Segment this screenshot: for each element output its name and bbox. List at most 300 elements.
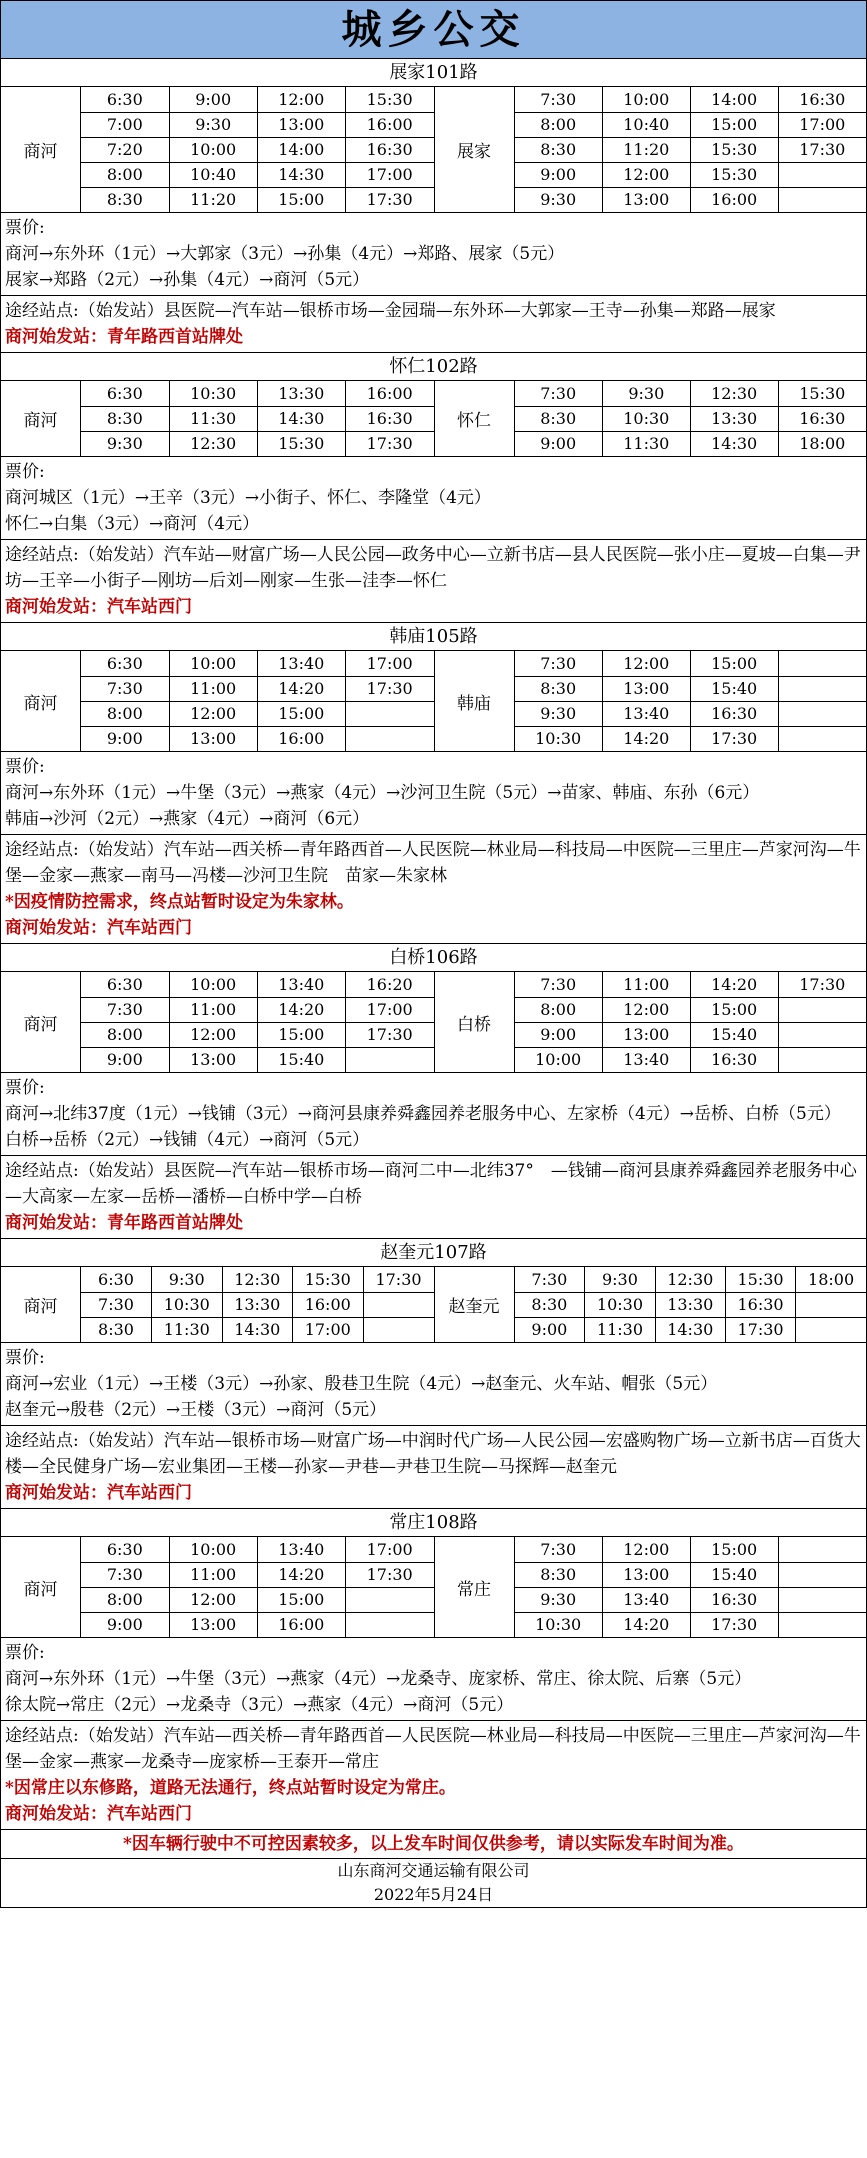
- time-cell: [778, 187, 866, 212]
- fare-line: 商河→东外环（1元）→大郭家（3元）→孙集（4元）→郑路、展家（5元）: [5, 244, 565, 264]
- route-title: 怀仁102路: [1, 353, 866, 381]
- time-cell: 12:00: [602, 997, 690, 1022]
- time-cell: 11:30: [152, 1317, 223, 1342]
- fare-block: [1, 213, 866, 296]
- time-cell: 15:00: [257, 701, 345, 726]
- time-cell: 10:00: [169, 972, 257, 997]
- time-cell: 13:40: [602, 701, 690, 726]
- fare-line: 商河城区（1元）→王辛（3元）→小街子、怀仁、李隆堂（4元）: [5, 488, 491, 508]
- notice-line: 商河始发站：汽车站西门: [5, 597, 192, 617]
- time-cell: 9:30: [515, 187, 603, 212]
- stops-line: 途经站点:（始发站）汽车站—财富广场—人民公园—政务中心—立新书店—县人民医院—张小庄—夏坡—白集—尹坊—王辛—小街子—刚坊—后刘—刚家—生张—洼李—怀仁: [5, 545, 861, 591]
- time-cell: 9:00: [515, 1317, 585, 1342]
- time-grid: [515, 1267, 867, 1342]
- departure-station: 商河: [1, 381, 81, 456]
- time-cell: 17:30: [366, 190, 413, 210]
- time-cell: 7:30: [81, 1292, 152, 1317]
- time-cell: 12:00: [169, 1587, 257, 1612]
- time-cell: 9:30: [169, 112, 257, 137]
- time-cell: 8:30: [515, 137, 603, 162]
- notice-line: 商河始发站：青年路西首站牌处: [5, 1213, 243, 1233]
- fare-block: [1, 1343, 866, 1426]
- time-cell: 13:40: [602, 1587, 690, 1612]
- time-cell: [778, 676, 866, 701]
- time-cell: 10:30: [585, 1292, 655, 1317]
- schedule-side: [1, 1267, 434, 1342]
- time-cell: 13:00: [602, 187, 690, 212]
- departure-station: 商河: [1, 651, 81, 751]
- time-cell: 16:30: [690, 1587, 778, 1612]
- time-cell: 7:30: [81, 997, 169, 1022]
- fare-line: 票价:: [5, 1078, 45, 1098]
- time-row: [81, 972, 434, 997]
- time-cell: 10:40: [602, 112, 690, 137]
- time-cell: 9:30: [81, 431, 169, 456]
- time-cell: [778, 162, 866, 187]
- time-cell: 16:00: [345, 112, 433, 137]
- stops-line: 途经站点:（始发站）汽车站—西关桥—青年路西首—人民医院—林业局—科技局—中医院—三里庄—芦家河沟—牛堡—金家—燕家—南马—冯楼—沙河卫生院 苗家—朱家林: [5, 840, 861, 886]
- time-cell: 14:30: [655, 1317, 725, 1342]
- time-cell: 8:30: [515, 676, 603, 701]
- time-cell: 15:30: [778, 381, 866, 406]
- fare-block: [1, 1638, 866, 1721]
- route-title: 赵奎元107路: [1, 1239, 866, 1267]
- route-title: 韩庙105路: [1, 623, 866, 651]
- time-row: [81, 651, 434, 676]
- time-cell: 8:00: [515, 112, 603, 137]
- departure-station: 怀仁: [435, 381, 515, 456]
- time-cell: [778, 1562, 866, 1587]
- schedule-table: [1, 1267, 866, 1343]
- time-cell: 15:40: [690, 676, 778, 701]
- time-cell: 15:30: [725, 1267, 795, 1292]
- schedule-table: [1, 972, 866, 1073]
- time-cell: 13:30: [257, 381, 345, 406]
- fare-line: 商河→东外环（1元）→牛堡（3元）→燕家（4元）→沙河卫生院（5元）→苗家、韩庙、东孙（6元）: [5, 783, 760, 803]
- departure-station: 白桥: [435, 972, 515, 1072]
- time-cell: [345, 726, 433, 751]
- time-cell: 16:30: [778, 406, 866, 431]
- schedule-table: [1, 381, 866, 457]
- fare-line: 怀仁→白集（3元）→商河（4元）: [5, 514, 260, 534]
- time-cell: 14:30: [222, 1317, 293, 1342]
- time-row: [81, 1562, 434, 1587]
- time-cell: 9:00: [81, 1047, 169, 1072]
- time-cell: 13:00: [602, 1022, 690, 1047]
- time-cell: 10:00: [602, 87, 690, 112]
- time-grid: [515, 381, 867, 456]
- time-row: [81, 726, 434, 751]
- time-row: [81, 1267, 434, 1292]
- time-grid: [81, 651, 434, 751]
- time-grid: [81, 381, 434, 456]
- time-cell: 16:30: [345, 137, 433, 162]
- time-cell: 12:30: [655, 1267, 725, 1292]
- time-cell: 13:40: [257, 651, 345, 676]
- time-cell: 10:00: [169, 137, 257, 162]
- time-cell: 7:30: [515, 1537, 603, 1562]
- time-row: [81, 701, 434, 726]
- time-row: [515, 1587, 867, 1612]
- time-row: [81, 87, 434, 112]
- time-cell: 16:30: [345, 406, 433, 431]
- time-cell: [796, 1292, 866, 1317]
- route-section: [1, 944, 866, 1239]
- time-cell: 17:30: [690, 1612, 778, 1637]
- schedule-side: [434, 1267, 867, 1342]
- time-cell: 14:30: [257, 406, 345, 431]
- time-cell: 6:30: [81, 87, 169, 112]
- fare-line: 票价:: [5, 218, 45, 238]
- time-row: [81, 381, 434, 406]
- time-cell: 17:30: [345, 1022, 433, 1047]
- time-cell: 6:30: [81, 972, 169, 997]
- time-row: [515, 1612, 867, 1637]
- time-cell: 14:30: [257, 162, 345, 187]
- time-cell: 8:30: [81, 187, 169, 212]
- time-cell: [778, 1022, 866, 1047]
- time-cell: 14:20: [602, 1612, 690, 1637]
- time-row: [515, 162, 867, 187]
- time-row: [515, 381, 867, 406]
- time-cell: 13:40: [257, 1537, 345, 1562]
- time-cell: 12:30: [222, 1267, 293, 1292]
- time-cell: 9:30: [152, 1267, 223, 1292]
- time-cell: 9:00: [81, 1612, 169, 1637]
- time-cell: 14:30: [690, 431, 778, 456]
- time-row: [515, 112, 867, 137]
- time-cell: 13:40: [602, 1047, 690, 1072]
- departure-station: 展家: [435, 87, 515, 212]
- schedule-side: [434, 87, 867, 212]
- time-cell: [778, 1047, 866, 1072]
- time-cell: [778, 1612, 866, 1637]
- fare-line: 展家→郑路（2元）→孙集（4元）→商河（5元）: [5, 270, 370, 290]
- time-cell: 16:30: [690, 1047, 778, 1072]
- time-cell: 8:30: [515, 406, 603, 431]
- time-cell: 13:00: [602, 1562, 690, 1587]
- schedule-side: [434, 651, 867, 751]
- time-cell: 7:20: [81, 137, 169, 162]
- time-cell: 10:30: [169, 381, 257, 406]
- schedule-side: [1, 651, 434, 751]
- time-row: [81, 406, 434, 431]
- fare-line: 票价:: [5, 757, 45, 777]
- schedule-table: [1, 1537, 866, 1638]
- time-cell: 10:40: [169, 162, 257, 187]
- time-cell: 13:30: [222, 1292, 293, 1317]
- time-cell: 15:30: [293, 1267, 364, 1292]
- time-row: [515, 651, 867, 676]
- time-cell: 18:00: [799, 434, 846, 454]
- fare-block: [1, 752, 866, 835]
- fare-block: [1, 457, 866, 540]
- issue-date: 2022年5月24日: [373, 1885, 494, 1904]
- time-row: [81, 1047, 434, 1072]
- time-grid: [515, 972, 867, 1072]
- time-cell: [778, 1587, 866, 1612]
- time-cell: 15:00: [690, 1537, 778, 1562]
- time-row: [515, 1022, 867, 1047]
- time-cell: 10:00: [169, 1537, 257, 1562]
- time-cell: 17:00: [778, 112, 866, 137]
- stops-line: 途经站点:（始发站）县医院—汽车站—银桥市场—金园瑞—东外环—大郭家—王寺—孙集—郑路—展家: [5, 301, 776, 321]
- time-cell: 7:30: [515, 87, 603, 112]
- time-cell: 6:30: [81, 1267, 152, 1292]
- time-cell: [345, 1612, 433, 1637]
- time-cell: 17:00: [345, 651, 433, 676]
- time-cell: 8:30: [81, 1317, 152, 1342]
- time-row: [81, 112, 434, 137]
- time-cell: 15:30: [257, 431, 345, 456]
- time-cell: 11:30: [169, 406, 257, 431]
- time-cell: 16:00: [257, 1612, 345, 1637]
- schedule-side: [1, 1537, 434, 1637]
- schedule-side: [434, 381, 867, 456]
- time-cell: 7:30: [515, 972, 603, 997]
- time-cell: 9:30: [585, 1267, 655, 1292]
- time-cell: 7:30: [81, 1562, 169, 1587]
- schedule-side: [434, 972, 867, 1072]
- time-cell: 8:00: [81, 162, 169, 187]
- fare-block: [1, 1073, 866, 1156]
- time-grid: [515, 1537, 867, 1637]
- time-row: [515, 1317, 867, 1342]
- schedule-table: [1, 651, 866, 752]
- time-cell: 15:00: [690, 112, 778, 137]
- stops-line: 途经站点:（始发站）汽车站—银桥市场—财富广场—中润时代广场—人民公园—宏盛购物广场—立新书店—百货大楼—全民健身广场—宏业集团—王楼—孙家—尹巷—尹巷卫生院—马探辉—赵奎元: [5, 1431, 861, 1477]
- time-cell: 12:00: [602, 1537, 690, 1562]
- time-cell: 7:30: [515, 651, 603, 676]
- time-cell: 10:30: [602, 406, 690, 431]
- time-cell: 15:30: [690, 162, 778, 187]
- page-title: 城乡公交: [1, 1, 866, 59]
- time-cell: 13:00: [169, 1612, 257, 1637]
- route-section: [1, 1239, 866, 1509]
- time-row: [515, 406, 867, 431]
- fare-line: 商河→宏业（1元）→王楼（3元）→孙家、殷巷卫生院（4元）→赵奎元、火车站、帽张（5元）: [5, 1374, 718, 1394]
- fare-line: 赵奎元→殷巷（2元）→王楼（3元）→商河（5元）: [5, 1400, 387, 1420]
- notice-line: 商河始发站：汽车站西门: [5, 1483, 192, 1503]
- company-name: 山东商河交通运输有限公司: [337, 1861, 530, 1880]
- time-cell: 16:00: [690, 187, 778, 212]
- time-cell: 14:00: [257, 137, 345, 162]
- time-cell: 12:00: [602, 162, 690, 187]
- time-cell: 13:00: [602, 676, 690, 701]
- time-row: [81, 1587, 434, 1612]
- time-row: [515, 137, 867, 162]
- time-grid: [81, 972, 434, 1072]
- time-cell: 17:00: [345, 1537, 433, 1562]
- time-cell: 17:30: [366, 434, 413, 454]
- time-cell: 6:30: [81, 651, 169, 676]
- time-cell: 8:00: [515, 997, 603, 1022]
- time-cell: 15:00: [690, 651, 778, 676]
- time-cell: 13:00: [257, 112, 345, 137]
- time-cell: 12:30: [690, 381, 778, 406]
- time-cell: 16:00: [257, 726, 345, 751]
- time-cell: 15:30: [690, 137, 778, 162]
- notice-line: *因常庄以东修路，道路无法通行，终点站暂时设定为常庄。: [5, 1778, 456, 1798]
- time-cell: 9:00: [81, 726, 169, 751]
- time-cell: 17:30: [778, 137, 866, 162]
- time-row: [515, 1562, 867, 1587]
- time-row: [81, 1292, 434, 1317]
- fare-line: 票价:: [5, 462, 45, 482]
- time-cell: 14:20: [257, 1562, 345, 1587]
- time-row: [81, 1612, 434, 1637]
- time-cell: 10:30: [515, 726, 603, 751]
- time-row: [81, 1317, 434, 1342]
- time-cell: 17:00: [293, 1317, 364, 1342]
- time-row: [515, 726, 867, 751]
- time-cell: 8:30: [515, 1292, 585, 1317]
- time-cell: 13:30: [690, 406, 778, 431]
- time-row: [81, 431, 434, 456]
- time-cell: 17:30: [345, 676, 433, 701]
- time-cell: 15:00: [690, 997, 778, 1022]
- time-row: [515, 701, 867, 726]
- departure-station: 韩庙: [435, 651, 515, 751]
- time-cell: 11:00: [602, 972, 690, 997]
- notice-line: 商河始发站：汽车站西门: [5, 1804, 192, 1824]
- time-cell: [363, 1317, 434, 1342]
- time-cell: 15:30: [345, 87, 433, 112]
- time-cell: 11:20: [602, 137, 690, 162]
- route-title: 白桥106路: [1, 944, 866, 972]
- time-grid: [81, 1537, 434, 1637]
- time-cell: 14:20: [257, 997, 345, 1022]
- time-row: [81, 676, 434, 701]
- time-cell: 8:30: [81, 406, 169, 431]
- notice-line: 商河始发站：汽车站西门: [5, 918, 192, 938]
- time-cell: 13:00: [169, 726, 257, 751]
- schedule-table: [1, 87, 866, 213]
- time-cell: 12:30: [169, 431, 257, 456]
- time-cell: [345, 701, 433, 726]
- time-cell: 17:30: [363, 1267, 434, 1292]
- time-row: [515, 87, 867, 112]
- schedule-side: [1, 972, 434, 1072]
- departure-station: 商河: [1, 1537, 81, 1637]
- time-cell: 12:00: [257, 87, 345, 112]
- time-cell: [345, 1047, 433, 1072]
- stops-block: [1, 1156, 866, 1239]
- route-section: [1, 1509, 866, 1830]
- time-cell: 12:00: [169, 1022, 257, 1047]
- footer-note: *因车辆行驶中不可控因素较多，以上发车时间仅供参考，请以实际发车时间为准。: [1, 1830, 866, 1859]
- time-row: [515, 1292, 867, 1317]
- fare-line: 商河→东外环（1元）→牛堡（3元）→燕家（4元）→龙桑寺、庞家桥、常庄、徐太院、后寨（5元）: [5, 1669, 752, 1689]
- time-cell: 9:00: [515, 162, 603, 187]
- time-cell: [778, 651, 866, 676]
- time-cell: 14:20: [602, 726, 690, 751]
- time-row: [515, 1537, 867, 1562]
- stops-block: [1, 1426, 866, 1509]
- time-cell: 15:40: [690, 1022, 778, 1047]
- time-grid: [515, 651, 867, 751]
- time-row: [81, 1537, 434, 1562]
- schedule-side: [434, 1537, 867, 1637]
- time-cell: 16:20: [345, 972, 433, 997]
- time-cell: 14:00: [690, 87, 778, 112]
- fare-line: 韩庙→沙河（2元）→燕家（4元）→商河（6元）: [5, 809, 370, 829]
- time-row: [515, 972, 867, 997]
- time-cell: 10:30: [152, 1292, 223, 1317]
- time-row: [81, 137, 434, 162]
- departure-station: 商河: [1, 87, 81, 212]
- fare-line: 白桥→岳桥（2元）→钱铺（4元）→商河（5元）: [5, 1130, 370, 1150]
- time-cell: [345, 1587, 433, 1612]
- time-cell: 17:00: [345, 997, 433, 1022]
- routes-container: [1, 59, 866, 1830]
- departure-station: 商河: [1, 1267, 81, 1342]
- time-row: [81, 1022, 434, 1047]
- route-section: [1, 353, 866, 623]
- time-cell: 11:00: [169, 676, 257, 701]
- stops-block: [1, 1721, 866, 1830]
- route-title: 展家101路: [1, 59, 866, 87]
- time-cell: 10:00: [169, 651, 257, 676]
- time-cell: 10:00: [515, 1047, 603, 1072]
- time-cell: 17:00: [345, 162, 433, 187]
- time-cell: 11:00: [169, 1562, 257, 1587]
- time-cell: [778, 997, 866, 1022]
- time-cell: 7:30: [515, 381, 603, 406]
- time-cell: 11:30: [602, 431, 690, 456]
- time-cell: [778, 701, 866, 726]
- time-cell: 15:40: [257, 1047, 345, 1072]
- time-cell: 11:20: [169, 187, 257, 212]
- fare-line: 票价:: [5, 1348, 45, 1368]
- time-cell: [796, 1317, 866, 1342]
- time-cell: 7:30: [515, 1267, 585, 1292]
- time-cell: 8:00: [81, 701, 169, 726]
- time-row: [81, 187, 434, 212]
- time-cell: [778, 726, 866, 751]
- time-cell: 6:30: [81, 381, 169, 406]
- time-cell: 14:20: [690, 972, 778, 997]
- departure-station: 赵奎元: [435, 1267, 515, 1342]
- stops-block: [1, 296, 866, 353]
- time-cell: 9:30: [515, 701, 603, 726]
- time-cell: 11:00: [169, 997, 257, 1022]
- fare-line: 票价:: [5, 1643, 45, 1663]
- time-grid: [81, 87, 434, 212]
- time-cell: [363, 1292, 434, 1317]
- time-cell: 18:00: [796, 1267, 866, 1292]
- notice-line: *因疫情防控需求，终点站暂时设定为朱家林。: [5, 892, 354, 912]
- time-cell: 13:00: [169, 1047, 257, 1072]
- time-cell: 16:30: [725, 1292, 795, 1317]
- time-row: [515, 676, 867, 701]
- time-cell: 6:30: [81, 1537, 169, 1562]
- time-row: [515, 187, 867, 212]
- time-row: [81, 997, 434, 1022]
- time-row: [515, 431, 867, 456]
- time-cell: 9:00: [515, 431, 603, 456]
- time-cell: 8:30: [515, 1562, 603, 1587]
- time-cell: 10:30: [515, 1612, 603, 1637]
- time-cell: 16:00: [345, 381, 433, 406]
- schedule-side: [1, 87, 434, 212]
- time-cell: 7:00: [81, 112, 169, 137]
- stops-block: [1, 540, 866, 623]
- route-title: 常庄108路: [1, 1509, 866, 1537]
- fare-line: 商河→北纬37度（1元）→钱铺（3元）→商河县康养舜鑫园养老服务中心、左家桥（4元）→岳桥、白桥（5元）: [5, 1104, 841, 1124]
- time-cell: 14:20: [257, 676, 345, 701]
- time-cell: 15:00: [257, 1587, 345, 1612]
